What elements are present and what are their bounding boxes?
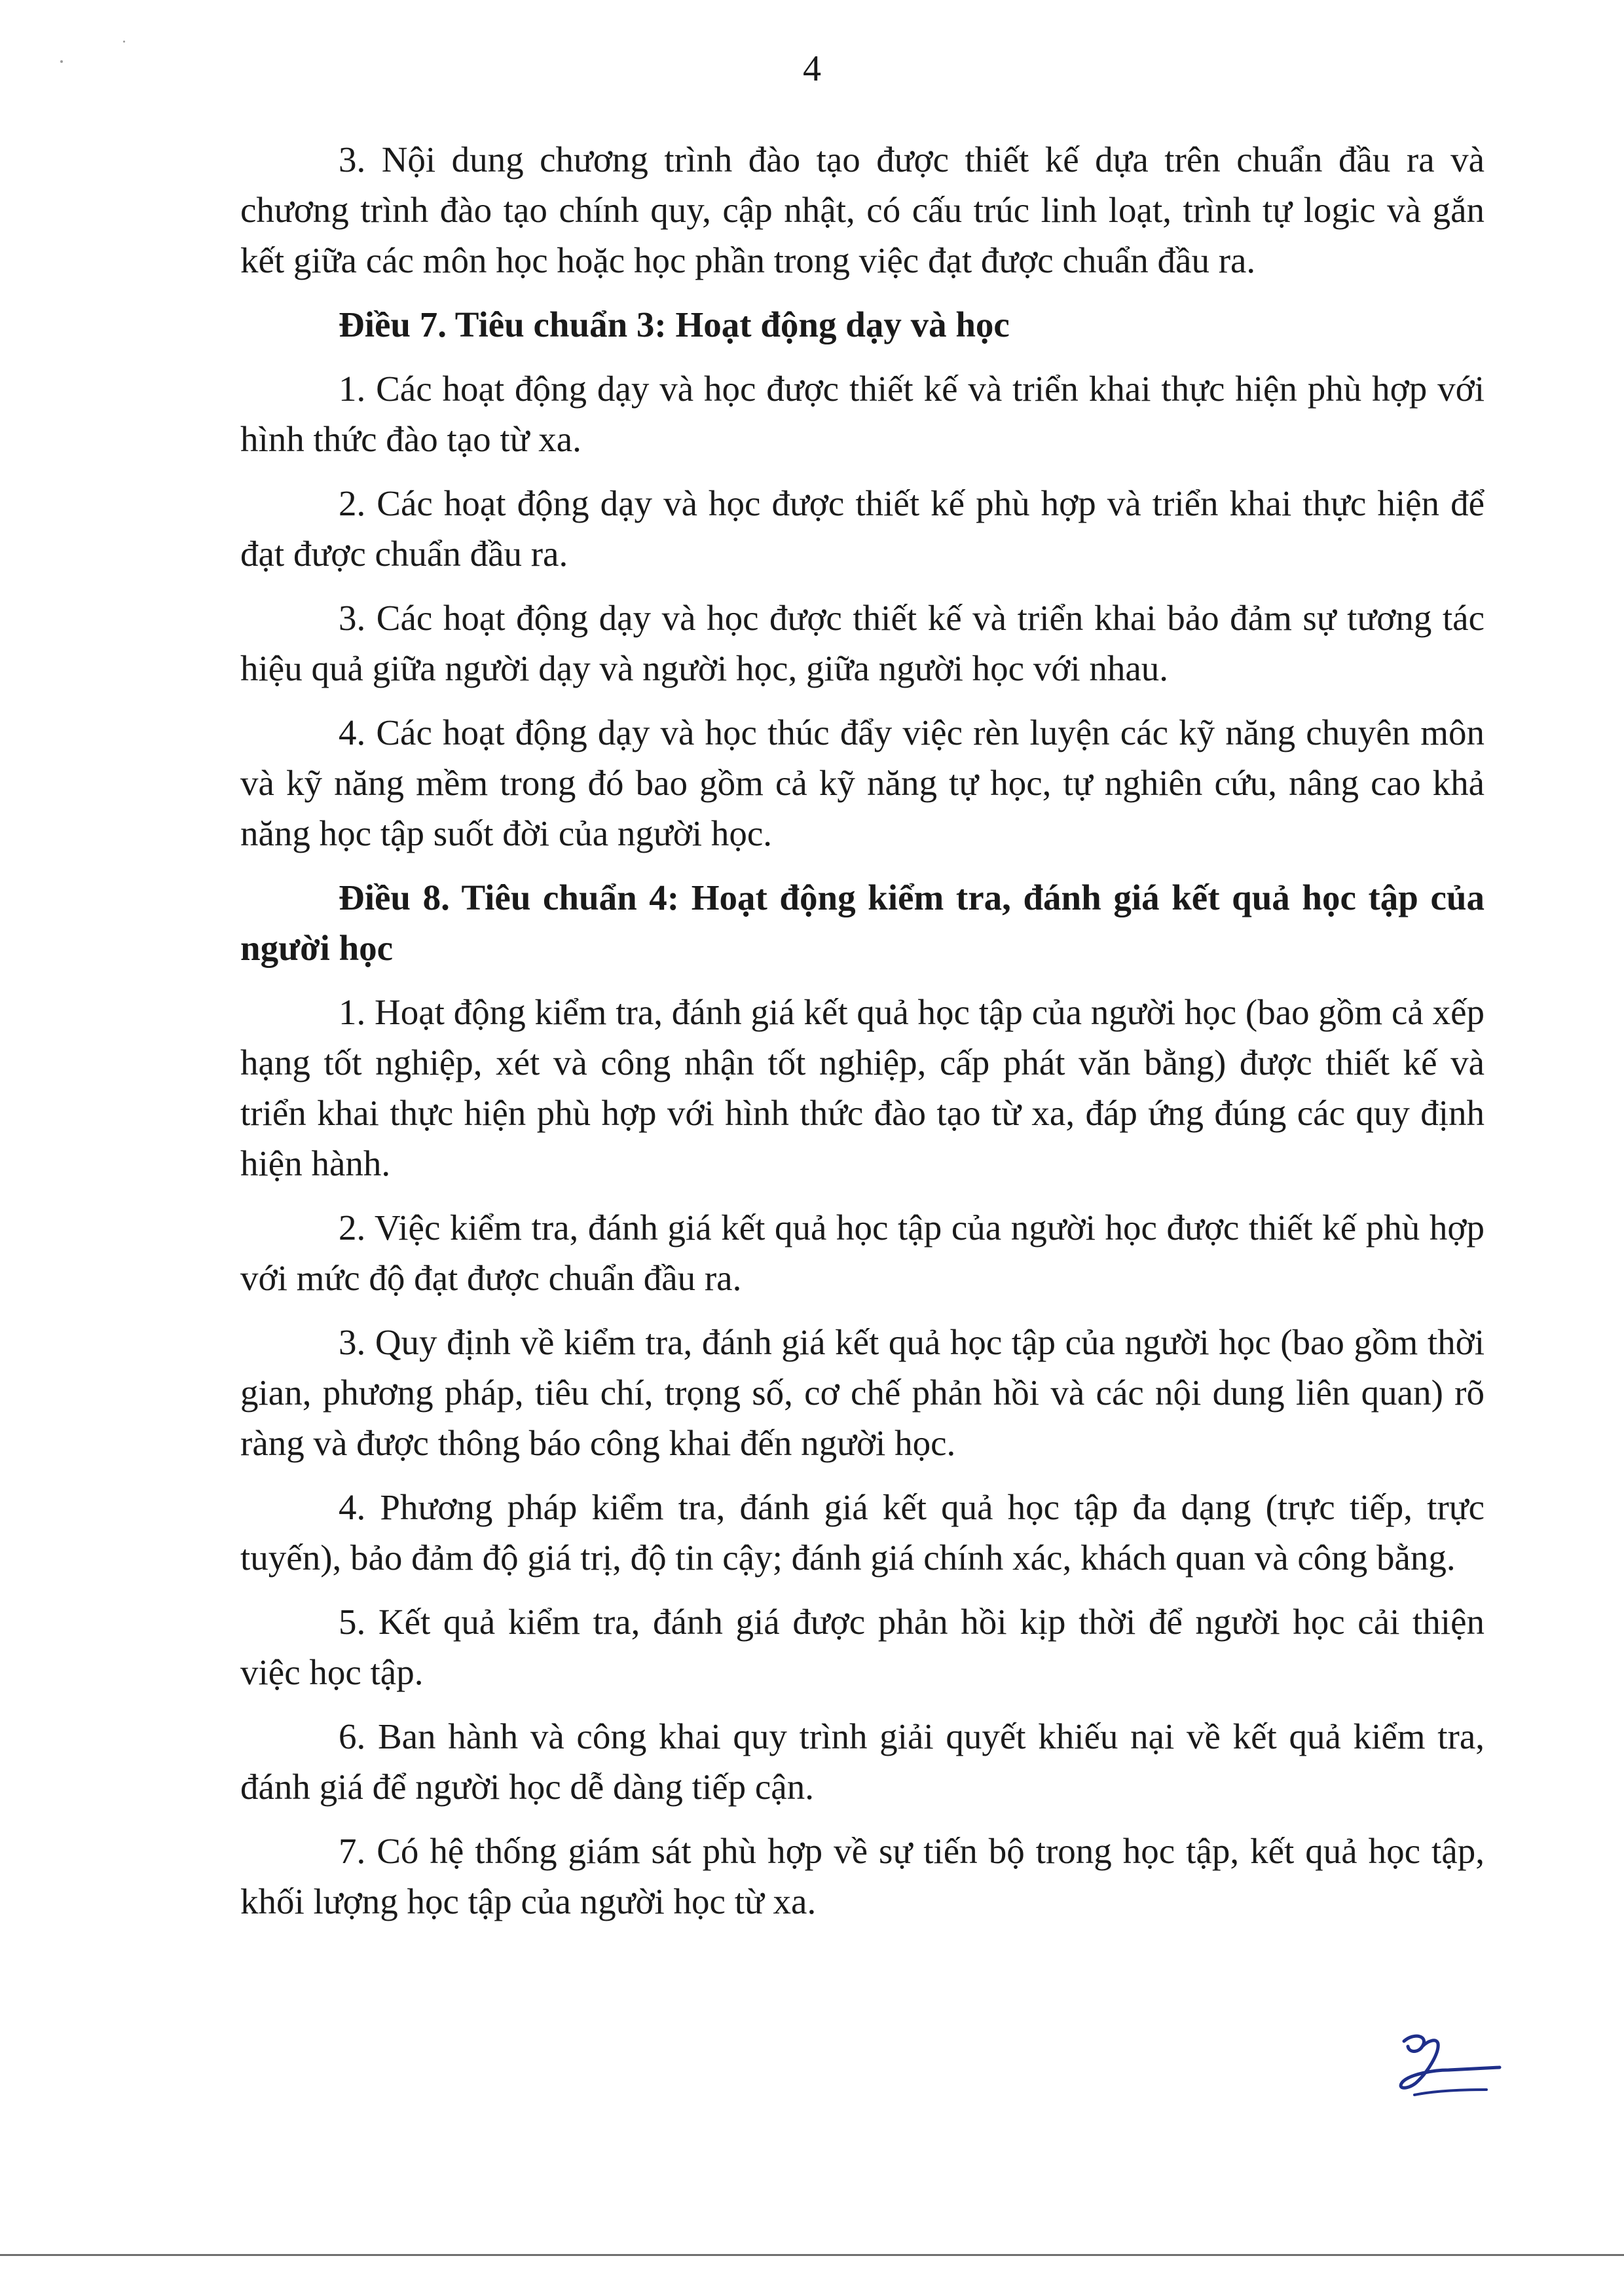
page-number: 4 — [803, 48, 821, 89]
clause-paragraph: 5. Kết quả kiểm tra, đánh giá được phản hồi kịp thời để người học cải thiện việc học tập. — [240, 1602, 1485, 1692]
clause-paragraph: 6. Ban hành và công khai quy trình giải quyết khiếu nại về kết quả kiểm tra, đánh giá để người học dễ dàng tiếp cận. — [240, 1716, 1485, 1807]
clause-paragraph: 2. Việc kiểm tra, đánh giá kết quả học tập của người học được thiết kế phù hợp với mức độ đạt được chuẩn đầu ra. — [240, 1208, 1485, 1298]
article-heading: Điều 7. Tiêu chuẩn 3: Hoạt động dạy và học — [339, 305, 1010, 344]
clause-paragraph: 2. Các hoạt động dạy và học được thiết kế phù hợp và triển khai thực hiện để đạt được chuẩn đầu ra. — [240, 483, 1485, 574]
clause-paragraph: 4. Các hoạt động dạy và học thúc đẩy việc rèn luyện các kỹ năng chuyên môn và kỹ năng mềm trong đó bao gồm cả kỹ năng tự học, tự nghiên cứu, nâng cao khả năng học tập suốt đời của người học. — [240, 712, 1485, 853]
clause-paragraph: 3. Quy định về kiểm tra, đánh giá kết quả học tập của người học (bao gồm thời gian, phương pháp, tiêu chí, trọng số, cơ chế phản hồi và các nội dung liên quan) rõ ràng và được thông báo công khai đến người học. — [240, 1322, 1485, 1463]
clause-paragraph: 4. Phương pháp kiểm tra, đánh giá kết quả học tập đa dạng (trực tiếp, trực tuyến), bảo đảm độ giá trị, độ tin cậy; đánh giá chính xác, khách quan và công bằng. — [240, 1487, 1485, 1578]
clause-paragraph: 3. Nội dung chương trình đào tạo được thiết kế dựa trên chuẩn đầu ra và chương trình đào tạo chính quy, cập nhật, có cấu trúc linh loạt, trình tự logic và gắn kết giữa các môn học hoặc học phần trong việc đạt được chuẩn đầu ra. — [240, 139, 1485, 280]
scan-speck — [123, 41, 125, 43]
document-body — [240, 134, 1485, 1940]
clause-paragraph: 7. Có hệ thống giám sát phù hợp về sự tiến bộ trong học tập, kết quả học tập, khối lượng học tập của người học từ xa. — [240, 1831, 1485, 1921]
page-bottom-rule — [0, 2254, 1624, 2256]
signature-icon — [1388, 2027, 1506, 2105]
clause-paragraph: 1. Các hoạt động dạy và học được thiết kế và triển khai thực hiện phù hợp với hình thức đào tạo từ xa. — [240, 369, 1485, 459]
article-heading: Điều 8. Tiêu chuẩn 4: Hoạt động kiểm tra, đánh giá kết quả học tập của người học — [240, 878, 1485, 968]
clause-paragraph: 1. Hoạt động kiểm tra, đánh giá kết quả học tập của người học (bao gồm cả xếp hạng tốt nghiệp, xét và công nhận tốt nghiệp, cấp phát văn bằng) được thiết kế và triển khai thực hiện phù hợp với hình thức đào tạo từ xa, đáp ứng đúng các quy định hiện hành. — [240, 992, 1485, 1183]
clause-paragraph: 3. Các hoạt động dạy và học được thiết kế và triển khai bảo đảm sự tương tác hiệu quả giữa người dạy và người học, giữa người học với nhau. — [240, 598, 1485, 688]
